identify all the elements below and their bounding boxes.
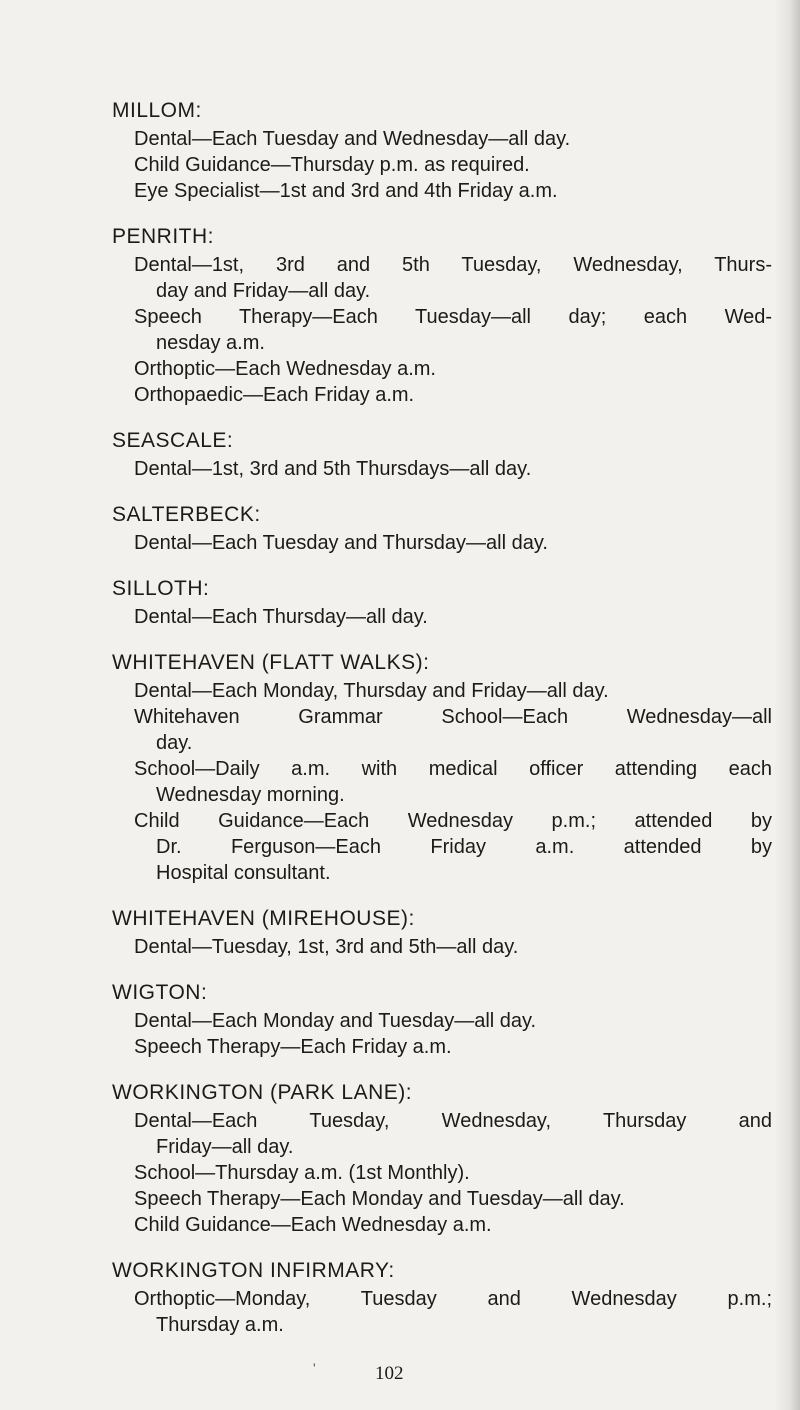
- schedule-line-continuation: nesday a.m.: [156, 332, 265, 354]
- schedule-line-continuation: Hospital consultant.: [156, 862, 331, 884]
- schedule-line: Orthopaedic—Each Friday a.m.: [134, 384, 415, 406]
- schedule-line: Speech Therapy—Each Friday a.m.: [134, 1036, 452, 1058]
- schedule-line: Dental—1st, 3rd and 5th Tuesday, Wednesday, Thurs-: [134, 254, 772, 276]
- section-heading: WIGTON:: [112, 981, 208, 1004]
- section-entries: [112, 1286, 772, 1338]
- section-heading: SILLOTH:: [112, 577, 210, 600]
- schedule-line: School—Daily a.m. with medical officer attending each: [134, 758, 772, 780]
- clinic-section: [112, 222, 772, 408]
- schedule-line: Dental—Each Tuesday and Wednesday—all day.: [134, 128, 571, 150]
- schedule-line-continuation: Dr. Ferguson—Each Friday a.m. attended by: [156, 836, 772, 858]
- clinic-section: [112, 1078, 772, 1238]
- schedule-line: Dental—Each Tuesday and Thursday—all day.: [134, 532, 548, 554]
- section-heading: WHITEHAVEN (FLATT WALKS):: [112, 651, 430, 674]
- schedule-line: Child Guidance—Each Wednesday a.m.: [134, 1214, 492, 1236]
- schedule-line-continuation: Friday—all day.: [156, 1136, 294, 1158]
- section-entries: [112, 126, 772, 204]
- schedule-line: Child Guidance—Thursday p.m. as required.: [134, 154, 530, 176]
- clinic-schedule: [112, 96, 772, 1356]
- schedule-line: Child Guidance—Each Wednesday p.m.; attended by: [134, 810, 772, 832]
- section-heading: WHITEHAVEN (MIREHOUSE):: [112, 907, 415, 930]
- section-entries: [112, 934, 772, 960]
- clinic-section: [112, 978, 772, 1060]
- page-edge-shadow: [774, 0, 800, 1410]
- clinic-section: [112, 96, 772, 204]
- section-entries: [112, 1008, 772, 1060]
- schedule-line: Speech Therapy—Each Tuesday—all day; each Wed-: [134, 306, 772, 328]
- schedule-line: Whitehaven Grammar School—Each Wednesday—all: [134, 706, 772, 728]
- schedule-line: Dental—Tuesday, 1st, 3rd and 5th—all day.: [134, 936, 519, 958]
- schedule-line-continuation: Thursday a.m.: [156, 1314, 284, 1336]
- schedule-line: Dental—Each Monday and Tuesday—all day.: [134, 1010, 537, 1032]
- section-heading: SALTERBECK:: [112, 503, 261, 526]
- schedule-line: Speech Therapy—Each Monday and Tuesday—all day.: [134, 1188, 625, 1210]
- clinic-section: [112, 648, 772, 886]
- schedule-line: School—Thursday a.m. (1st Monthly).: [134, 1162, 470, 1184]
- schedule-line: Orthoptic—Each Wednesday a.m.: [134, 358, 436, 380]
- clinic-section: [112, 574, 772, 630]
- margin-mark: ': [313, 1360, 316, 1376]
- section-heading: SEASCALE:: [112, 429, 234, 452]
- schedule-line: Dental—1st, 3rd and 5th Thursdays—all day.: [134, 458, 532, 480]
- schedule-line: Dental—Each Tuesday, Wednesday, Thursday and: [134, 1110, 772, 1132]
- section-heading: WORKINGTON (PARK LANE):: [112, 1081, 413, 1104]
- section-entries: [112, 456, 772, 482]
- schedule-line: Dental—Each Monday, Thursday and Friday—all day.: [134, 680, 609, 702]
- schedule-line-continuation: Wednesday morning.: [156, 784, 345, 806]
- section-heading: WORKINGTON INFIRMARY:: [112, 1259, 395, 1282]
- section-entries: [112, 252, 772, 408]
- section-entries: [112, 678, 772, 886]
- schedule-line: Eye Specialist—1st and 3rd and 4th Friday a.m.: [134, 180, 558, 202]
- clinic-section: [112, 500, 772, 556]
- page-number: 102: [375, 1363, 404, 1384]
- schedule-line: Orthoptic—Monday, Tuesday and Wednesday p.m.;: [134, 1288, 772, 1310]
- section-heading: MILLOM:: [112, 99, 202, 122]
- schedule-line-continuation: day.: [156, 732, 193, 754]
- section-heading: PENRITH:: [112, 225, 215, 248]
- clinic-section: [112, 1256, 772, 1338]
- clinic-section: [112, 904, 772, 960]
- section-entries: [112, 530, 772, 556]
- section-entries: [112, 1108, 772, 1238]
- schedule-line: Dental—Each Thursday—all day.: [134, 606, 428, 628]
- clinic-section: [112, 426, 772, 482]
- section-entries: [112, 604, 772, 630]
- schedule-line-continuation: day and Friday—all day.: [156, 280, 371, 302]
